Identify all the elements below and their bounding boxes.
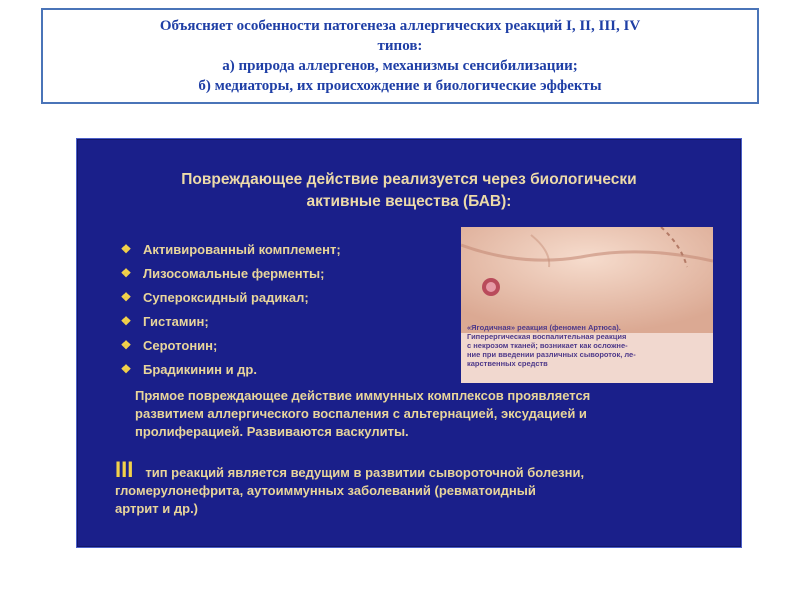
header-line: б) медиаторы, их происхождение и биологические эффекты (198, 78, 602, 94)
list-item-label: Лизосомальные ферменты; (143, 265, 325, 281)
header-line: а) природа аллергенов, механизмы сенсибилизации; (222, 58, 578, 74)
diamond-bullet-icon: ❖ (120, 266, 132, 280)
paragraph-line: пролиферацией. Развиваются васкулиты. (135, 424, 409, 439)
panel-title-line: активные вещества (БАВ): (306, 193, 512, 210)
diamond-bullet-icon: ❖ (120, 290, 132, 304)
diamond-bullet-icon: ❖ (120, 338, 132, 352)
immune-complex-paragraph (135, 387, 695, 441)
paragraph-line: артрит и др.) (115, 501, 199, 516)
content-panel (76, 138, 742, 548)
caption-line: Гиперергическая воспалительная реакция (467, 332, 627, 341)
type-iii-paragraph (115, 457, 705, 518)
list-item (119, 285, 341, 309)
list-item-label: Серотонин; (143, 337, 218, 353)
list-item-label: Активированный комплемент; (143, 241, 341, 257)
caption-line: карственных средств (467, 359, 548, 368)
list-item (119, 333, 341, 357)
caption-line: ние при введении различных сывороток, ле- (467, 350, 636, 359)
bav-list (119, 237, 341, 381)
paragraph-line: развитием аллергического воспаления с альтернацией, эксудацией и (135, 406, 587, 421)
diamond-bullet-icon: ❖ (120, 314, 132, 328)
diamond-bullet-icon: ❖ (120, 362, 132, 376)
paragraph-line: Прямое повреждающее действие иммунных комплексов проявляется (135, 388, 591, 403)
list-item-label: Гистамин; (143, 313, 209, 329)
roman-numeral: III (115, 457, 134, 482)
list-item (119, 309, 341, 333)
slide-header (41, 8, 759, 104)
paragraph-line (115, 457, 705, 482)
arthus-reaction-photo (461, 227, 713, 333)
photo-illustration (461, 227, 713, 333)
header-line: типов: (377, 38, 423, 54)
arthus-figure (461, 227, 713, 383)
caption-line: с некрозом тканей; возникает как осложне- (467, 341, 628, 350)
panel-title-line: Повреждающее действие реализуется через биологически (181, 171, 637, 188)
panel-title (77, 169, 741, 213)
list-item (119, 357, 341, 381)
paragraph-line: гломерулонефрита, аутоиммунных заболеваний (ревматоидный (115, 483, 536, 498)
caption-line: «Ягодичная» реакция (феномен Артюса). (467, 323, 621, 332)
list-item (119, 261, 341, 285)
diamond-bullet-icon: ❖ (120, 242, 132, 256)
list-item (119, 237, 341, 261)
header-line: Объясняет особенности патогенеза аллергических реакций I, II, III, IV (159, 18, 641, 34)
figure-caption (467, 323, 711, 368)
list-item-label: Супероксидный радикал; (143, 289, 309, 305)
list-item-label: Брадикинин и др. (143, 361, 257, 377)
paragraph-line-text: тип реакций является ведущим в развитии сывороточной болезни, (145, 465, 585, 480)
